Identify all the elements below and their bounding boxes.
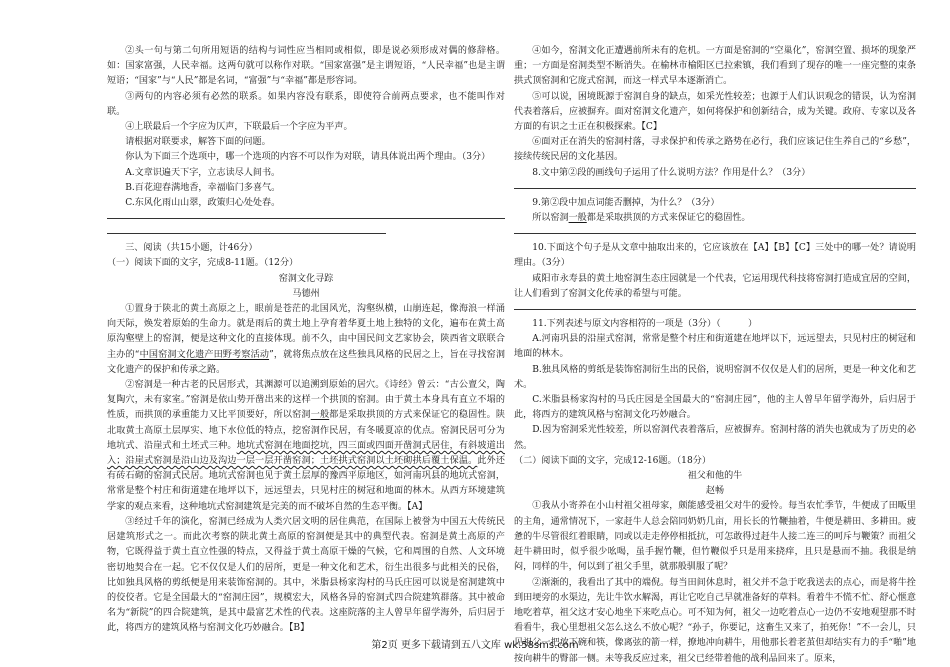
question-9-quote: 所以窑洞一般都是采取拱顶的方式来保证它的稳固性。 [532,213,751,224]
question-10-quote: 咸阳市永寿县的黄土地窑洞生态庄园就是一个代表，它运用现代科技将窑洞打造成宜居的空间，让人们看到了窑洞文化传承的希望与可能。 [514,273,916,299]
answer-line [107,226,386,234]
option-c: C.东风化雨山山翠，政策归心处处春。 [125,198,281,209]
paragraph: ②头一句与第二句所用短语的结构与词性应当相同或相似，即是说必须形成对偶的修辞格。如：国家富强，人民幸福。这两句就可以称作对联。“国家富强”是主谓短语，“人民幸福”也是主谓短语；“国家”与“人民”都是名词，“富强”与“幸福”都是形容词。 [107,46,505,87]
answer-line [514,181,916,189]
article-paragraph: ①我从小寄养在小山村祖父祖母家，颇能感受祖父对牛的爱怜。每当农忙季节，牛便成了田畈里的主角，通常情况下，一家赶牛人总会陪同奶奶几亩，用长长的竹鞭抽着，牛便是耕田、多耕田。疲惫的牛尽管很红着眼睛，同或以走走停停相抵抗，可怎敢得过赶牛人接二连三的呵斥与鞭策？而祖父赶牛耕田时，似乎很少吆喝，虽手握竹鞭，但竹鞭似乎只是用来挠痒，且只是悬而不抽。我很是纳闷，同样的牛，何以到了祖父手里，就那般驯服了呢？ [514,501,916,573]
section-heading: 三、阅读（共15小题，计46分） [125,243,258,254]
paragraph: 请根据对联要求，解答下面的问题。 [125,137,271,148]
article-paragraph: ①置身于陕北的黄土高原之上，眼前是苍茫的北国风光，沟壑纵横，山崩连起，像海浪一样涌向天际，焕发着原始的生命力。就是雨后的黄土地上孕育着华夏土地上独特的文化，遍布在黄土高原沟壑壁上的窑洞，便是这种文化的直接体现。前不久，由中国民间文艺家协会，陕西省文联联合主办的“中国窑洞文化遗产田野考察活动”，就将焦点放在这些独具风格的民居之上，旨在寻找窑洞文化遗产的保护和传承之路。 [107,304,505,375]
left-column [107,44,505,637]
article-paragraph: ⑥面对正在消失的窑洞村落，寻求保护和传承之路势在必行，我们应该记住生养自己的“乡愁”，接续传统民居的文化基因。 [514,137,916,163]
answer-line [514,226,916,234]
question-10: 10.下面这个句子是从文章中抽取出来的，它应该放在【A】【B】【C】三处中的哪一处？请说明理由。（3分） [514,243,916,269]
answer-line [514,302,916,310]
subsection-heading: （一）阅读下面的文字，完成8-11题。（12分） [107,258,299,269]
question-8: 8.文中第②段的画线句子运用了什么说明方法？作用是什么？（3分） [532,167,811,178]
subsection-heading: （二）阅读下面的文字，完成12-16题。（18分） [514,455,711,466]
article-paragraph: ⑤可以说，困境既源于窑洞自身的缺点，如采光性较差；也源于人们认识观念的错误，认为窑洞代表着落后，应被摒弃。面对窑洞文化遗产，如何将保护和创新结合，成为关键。政府、专家以及各方面的有识之士正在积极探索。【C】 [514,91,916,133]
article-title: 祖父和他的牛 [687,471,743,482]
article-paragraph: ③经过千年的演化，窑洞已经成为人类穴居文明的居住典范，在国际上被誉为中国五大传统民居建筑形式之一。而此次考察的陕北黄土高原的窑洞便是其中的典型代表。窑洞是黄土高原的产物，它既得益于黄土直立性强的特点，又得益于黄土高原干燥的气候，它和周围的自然、人文环境密切地契合在一起。它不仅仅是人们的居所，更是一种文化和艺术，衍生出很多与此相关的民俗，比如独具风格的剪纸便是用来装饰窑洞的。其中，米脂县杨家沟村的马氏庄园可以说是窑洞建筑中的佼佼者。它是全国最大的“窑洞庄园”，规模宏大，风格各异的窑洞式四合院建筑群落。其中被命名为“新院”的四合院建筑，是其中最富艺术性的代表。这座院落的主人曾早年留学海外，后归居于此，将西方的建筑风格与窑洞文化巧妙融合。【B】 [107,516,505,634]
option-b: B.百花迎春满地香，幸福临门多喜气。 [125,182,281,193]
option-b: B.独具风格的剪纸是装饰窑洞衍生出的民俗，说明窑洞不仅仅是人们的居所，更是一种文化和艺术。 [514,364,916,390]
option-a: A.河南巩县的沿崖式窑洞，常常是整个村庄和街道建在地坪以下，远远望去，只见村庄的树冠和地面的林木。 [514,334,916,360]
page-footer: 第2页 更多下载请到五八文库 wk.58sms.com [371,640,579,651]
article-paragraph: ④如今，窑洞文化正遭遇前所未有的危机。一方面是窑洞的“空巢化”，窑洞空置、损坏的现象严重；一方面是窑洞类型不断消失。在榆林市榆阳区已拉索镇，我们看到了现存的唯一一座完整的束条拱式顶窑洞和它庞式窑洞，而这一样式早本逐渐消亡。 [514,46,916,87]
article-paragraph: ②渐渐的，我看出了其中的端倪。每当田间休息时，祖父并不急于吃我送去的点心，而是将牛拴到田埂旁的水渠边，先让牛饮水解渴，再让它吃自己早就准备好的草料。看着牛不慌不忙、舒心惬意地吃着草，祖父这才安心地坐下来吃点心。可不知为何，祖父一边吃着点心一边仍不安地观望那不时看看牛，我心里想祖父怎么这么不放心呢？“孙子，你要记，这畜生又来了，拍死你！”不一会儿，只见祖父一把放下碗和筷，像离弦的箭一样，撩地冲向耕牛，用他那长着老茧但却结实有力的手“啪”地按向耕牛的臀部一侧。未等我反应过来，祖父已经带着他的战利品回来了。原来， [514,577,916,664]
article-author: 赵畅 [705,486,725,497]
option-c: C.米脂县杨家沟村的马氏庄园是全国最大的“窑洞庄园”，他的主人曾早年留学海外，后归居于此，将西方的建筑风格与窑洞文化巧妙融合。 [514,395,916,421]
article-paragraph: ②窑洞是一种古老的民居形式，其渊源可以追溯到原始的居穴。《诗经》曾云：“古公亶父，陶复陶穴，未有家室。”窑洞是依山势开凿出来的这样一个拱顶的窑洞。由于黄土本身具有直立不塌的性质，而拱顶的承重能力又比平顶要好，所以窑洞一般都是采取拱顶的方式来保证它的稳固性。陕北取黄土高原土层厚实、地下水位低的特点，挖窑洞作民居，有冬暖夏凉的优点。窑洞民居可分为地坑式、沿崖式和土坯式三种。地坑式窑洞在地面挖坑，四三面或四面开凿洞式居住，有斜坡道出入；沿崖式窑洞是沿山边及沟边一层一层开凿窑洞；土坯拱式窑洞以土坯砌拱后覆土保温。此外还有砖石砌的窑洞式民居。地坑式窑洞也见于黄土层厚的豫西平原地区，如河南巩县的地坑式窑洞，常常是整个村庄和街道建在地坪以下，远远望去，只见村庄的树冠和地面的林木。从西方环境建筑学家的观点来看，这种地坑式窑洞建筑是完美的而不破坏自然的生态平衡。【A】 [107,380,505,512]
question-9: 9.第②段中加点词能否删掉，为什么？（3分） [532,197,720,208]
option-d: D.因为窑洞采光性较差，所以窑洞代表着落后，应被摒弃。窑洞村落的消失也就成为了历史的必然。 [514,425,916,451]
paragraph: ④上联最后一个字应为仄声，下联最后一个字应为平声。 [125,122,353,133]
underlined-sentence: 地坑式窑洞在地面挖坑，四三面或四面开凿洞式居住，有斜坡道出入；沿崖式窑洞是沿山边及沟边一层一层开凿窑洞；土坯拱式窑洞以土坯砌拱后覆土保温。 [107,440,505,467]
question-11: 11.下列表述与原文内容相符的一项是（3分）（ ） [532,319,758,330]
paragraph: ③两句的内容必须有必然的联系。如果内容没有联系，即使符合前两点要求，也不能叫作对联。 [107,91,505,117]
option-a: A.文章识遍天下字，立志读尽人间书。 [125,167,281,178]
article-author: 马德州 [292,288,320,299]
right-column [514,44,916,667]
article-title: 窑洞文化寻踪 [278,273,334,284]
answer-line [107,211,505,219]
question-prompt: 你认为下面三个选项中，哪一个选项的内容不可以作为对联，请具体说出两个理由。（3分） [125,152,491,163]
